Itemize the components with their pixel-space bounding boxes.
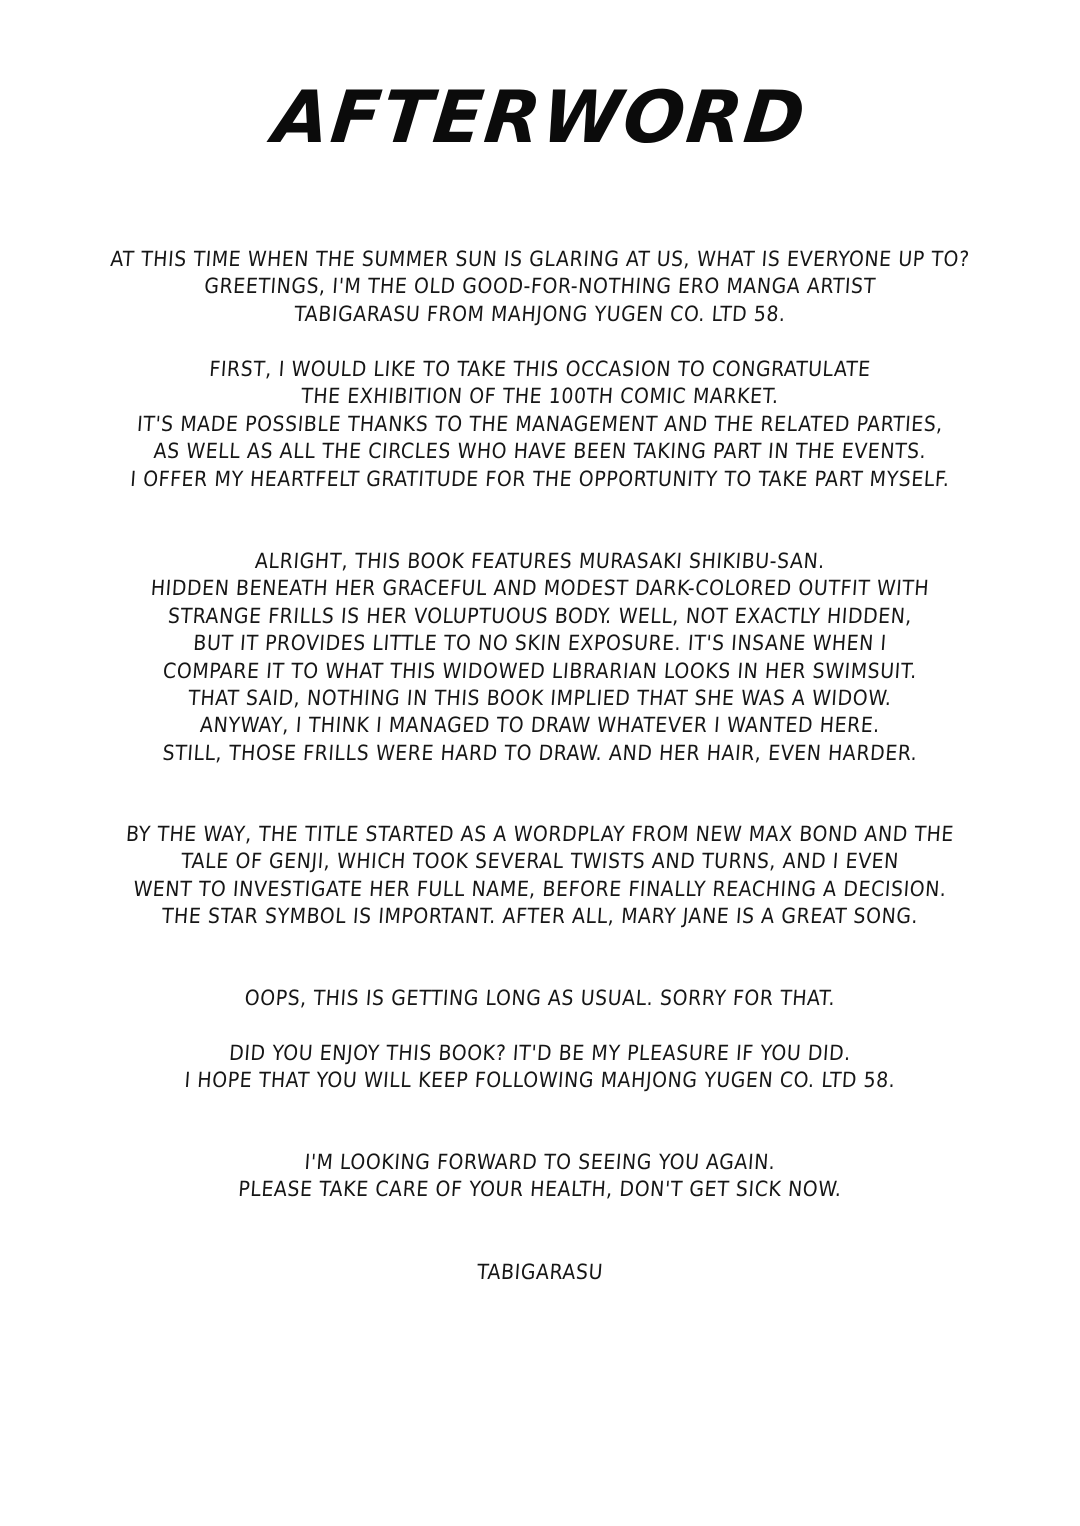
paragraph-apology (60, 985, 1020, 1012)
text-line: AS WELL AS ALL THE CIRCLES WHO HAVE BEEN TAKING PART IN THE EVENTS. (152, 439, 928, 464)
text-line: TABIGARASU FROM MAHJONG YUGEN CO. LTD 58. (293, 301, 787, 326)
paragraph-farewell (60, 1149, 1020, 1204)
paragraph-book-features (60, 548, 1020, 767)
text-line: STRANGE FRILLS IS HER VOLUPTUOUS BODY. WELL, NOT EXACTLY HIDDEN, (167, 603, 913, 628)
text-line: HIDDEN BENEATH HER GRACEFUL AND MODEST DARK-COLORED OUTFIT WITH (150, 576, 931, 601)
signature-text: TABIGARASU (476, 1260, 604, 1284)
text-line: THE EXHIBITION OF THE 100TH COMIC MARKET. (300, 384, 780, 409)
paragraph-congratulations (60, 356, 1020, 493)
text-line: I OFFER MY HEARTFELT GRATITUDE FOR THE OPPORTUNITY TO TAKE PART MYSELF. (129, 466, 951, 491)
text-line: BY THE WAY, THE TITLE STARTED AS A WORDPLAY FROM NEW MAX BOND AND THE (125, 822, 955, 846)
text-line: WENT TO INVESTIGATE HER FULL NAME, BEFORE FINALLY REACHING A DECISION. (132, 876, 948, 901)
text-line: STILL, THOSE FRILLS WERE HARD TO DRAW. AND HER HAIR, EVEN HARDER. (161, 740, 919, 765)
text-line: FIRST, I WOULD LIKE TO TAKE THIS OCCASION TO CONGRATULATE (208, 357, 872, 381)
text-line: AT THIS TIME WHEN THE SUMMER SUN IS GLARING AT US, WHAT IS EVERYONE UP TO? (109, 247, 971, 271)
text-line: I HOPE THAT YOU WILL KEEP FOLLOWING MAHJONG YUGEN CO. LTD 58. (183, 1068, 897, 1093)
text-line: THAT SAID, NOTHING IN THIS BOOK IMPLIED THAT SHE WAS A WIDOW. (187, 685, 893, 710)
text-line: OOPS, THIS IS GETTING LONG AS USUAL. SORRY FOR THAT. (243, 986, 837, 1010)
paragraph-title-origin (60, 821, 1020, 931)
text-line: COMPARE IT TO WHAT THIS WIDOWED LIBRARIAN LOOKS IN HER SWIMSUIT. (162, 658, 918, 683)
text-line: DID YOU ENJOY THIS BOOK? IT'D BE MY PLEASURE IF YOU DID. (228, 1041, 852, 1065)
text-line: PLEASE TAKE CARE OF YOUR HEALTH, DON'T GET SICK NOW. (237, 1177, 843, 1202)
text-line: TALE OF GENJI, WHICH TOOK SEVERAL TWISTS AND TURNS, AND I EVEN (180, 849, 900, 874)
paragraph-greeting (60, 246, 1020, 328)
text-line: ALRIGHT, THIS BOOK FEATURES MURASAKI SHIKIBU-SAN. (254, 549, 826, 573)
text-line: BUT IT PROVIDES LITTLE TO NO SKIN EXPOSURE. IT'S INSANE WHEN I (192, 631, 888, 656)
text-line: IT'S MADE POSSIBLE THANKS TO THE MANAGEMENT AND THE RELATED PARTIES, (136, 411, 944, 436)
text-line: I'M LOOKING FORWARD TO SEEING YOU AGAIN. (303, 1150, 777, 1174)
text-line: GREETINGS, I'M THE OLD GOOD-FOR-NOTHING ERO MANGA ARTIST (203, 274, 877, 299)
signature (60, 1259, 1020, 1286)
paragraph-enjoy (60, 1040, 1020, 1095)
text-line: ANYWAY, I THINK I MANAGED TO DRAW WHATEVER I WANTED HERE. (199, 713, 881, 738)
text-line: THE STAR SYMBOL IS IMPORTANT. AFTER ALL, MARY JANE IS A GREAT SONG. (161, 904, 920, 929)
page-title: AFTERWORD (269, 75, 811, 159)
